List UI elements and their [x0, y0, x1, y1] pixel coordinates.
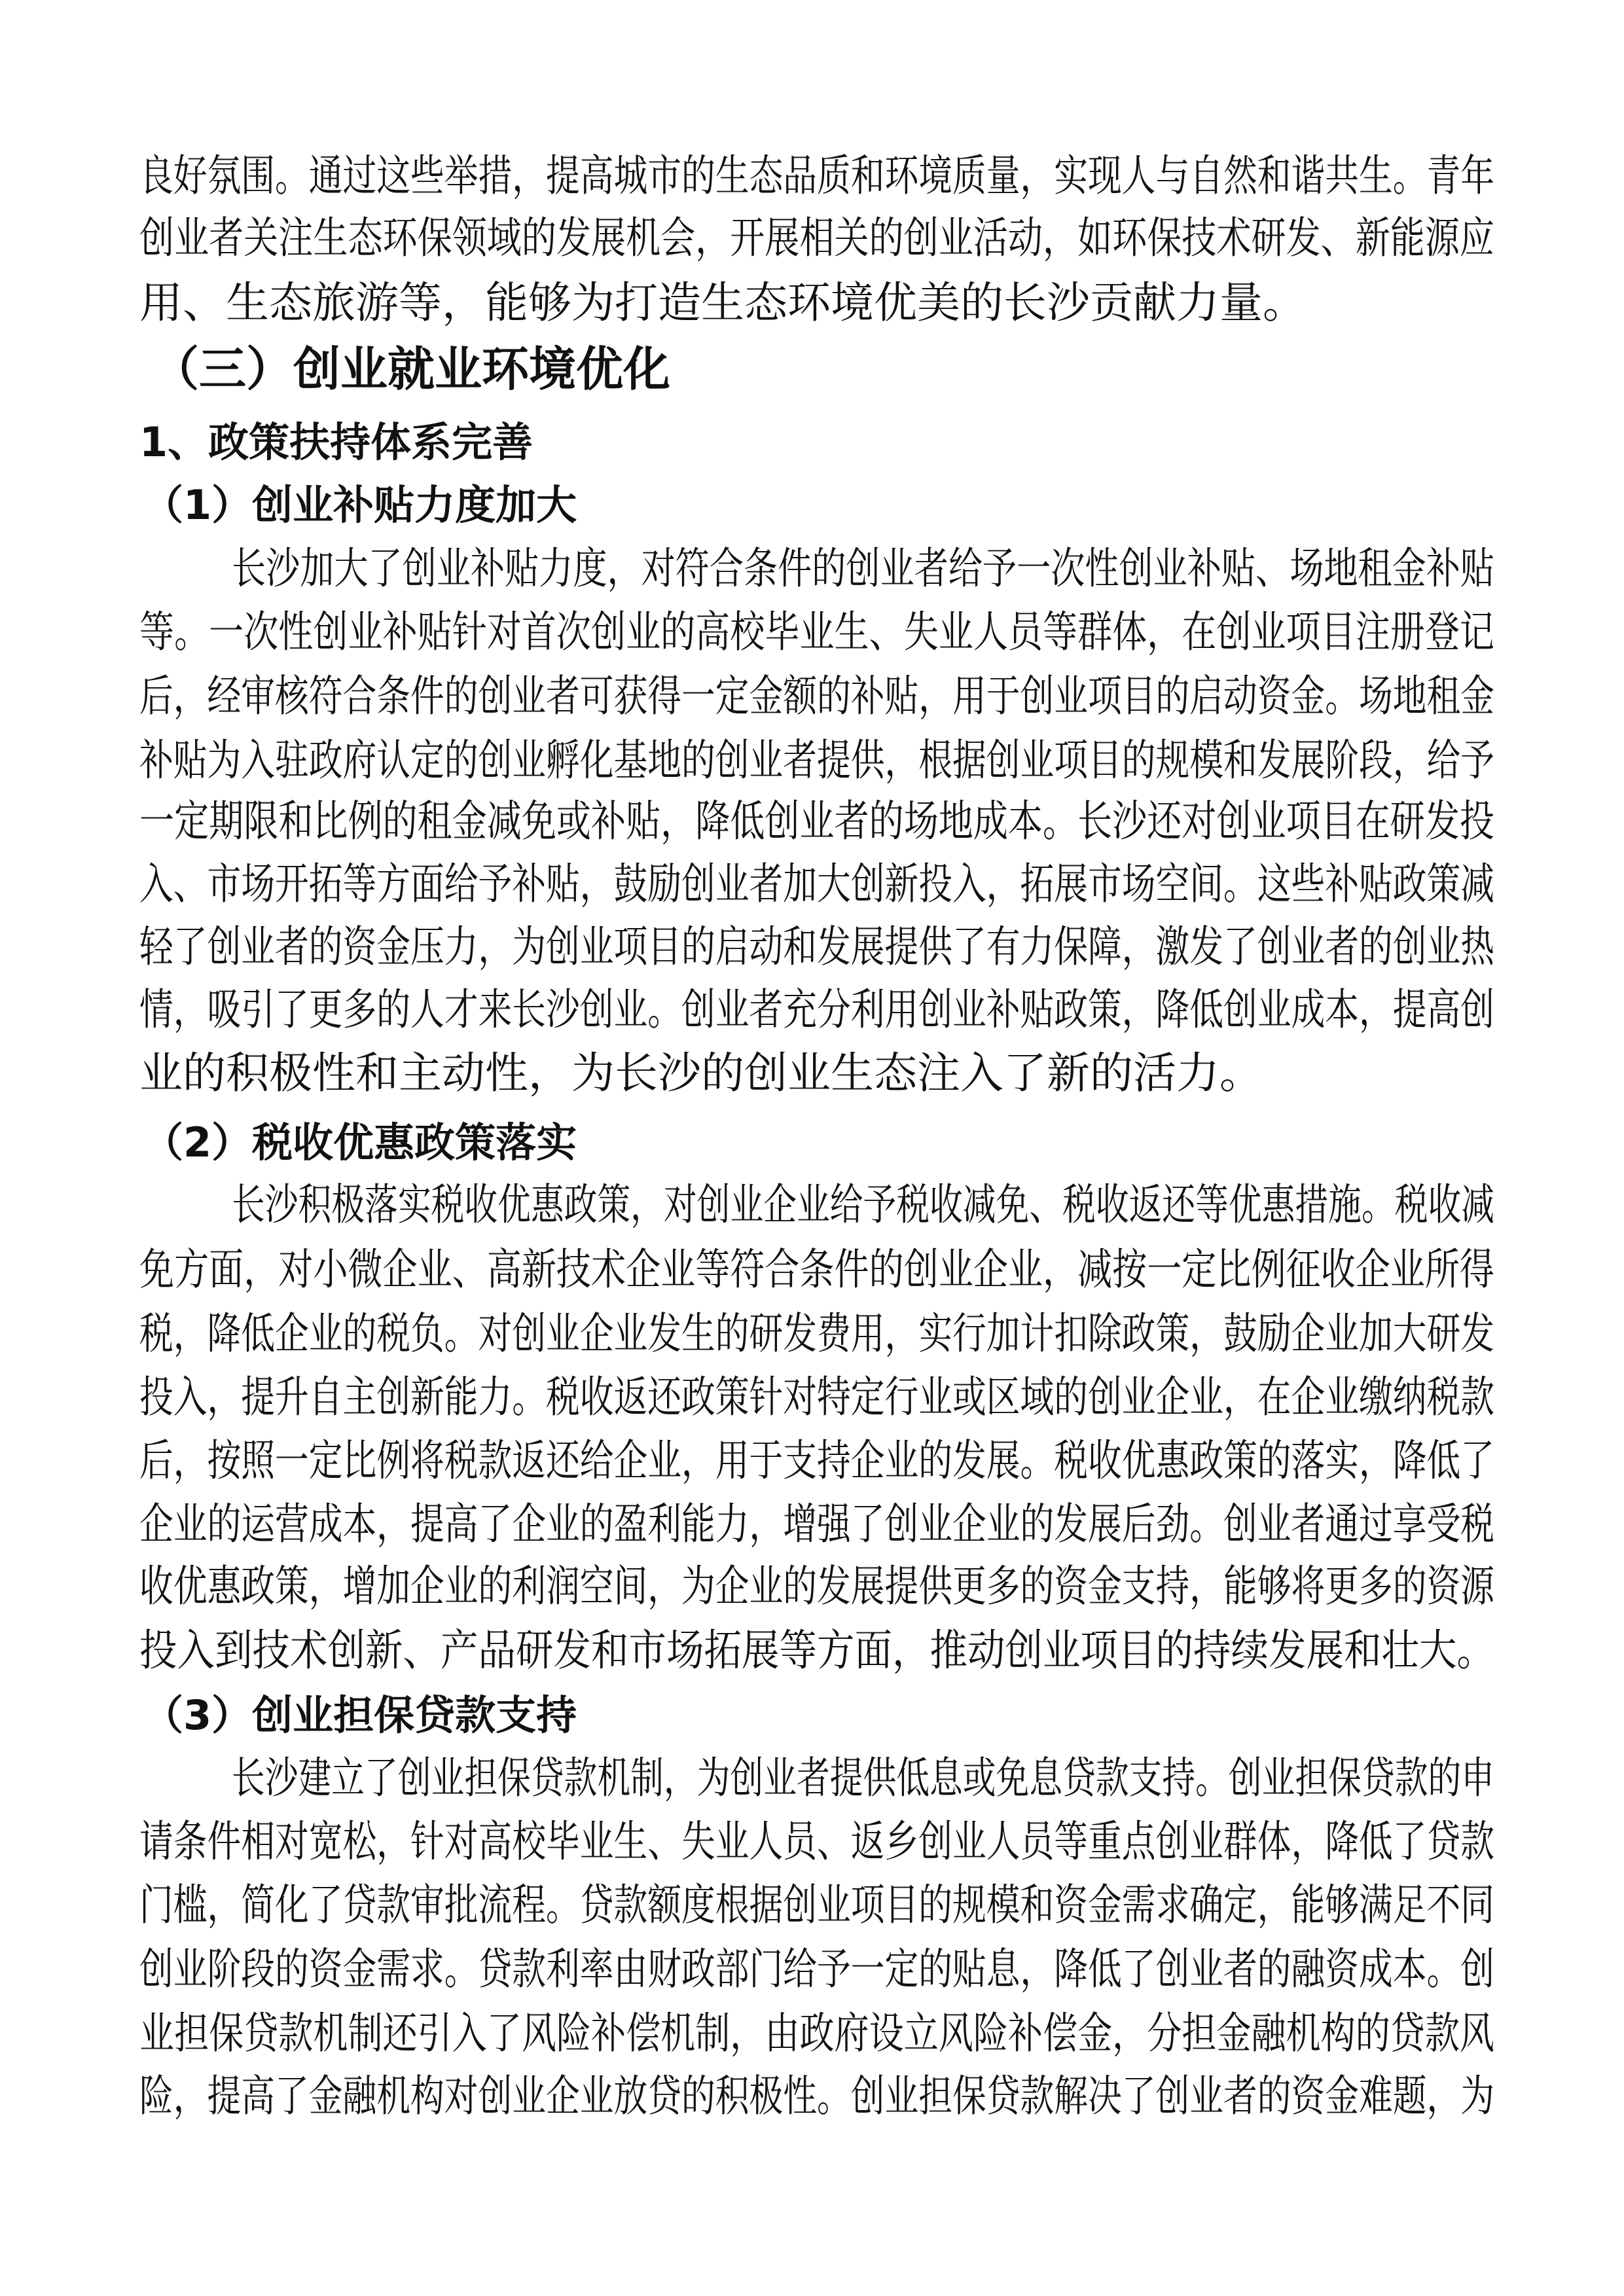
text-line: 投入到技术创新、产品研发和市场拓展等方面，推动创业项目的持续发展和壮大。: [139, 1625, 1494, 1676]
text-line: 入、市场开拓等方面给予补贴，鼓励创业者加大创新投入，拓展市场空间。这些补贴政策减: [139, 859, 1494, 909]
text-line: 后，按照一定比例将税款返还给企业，用于支持企业的发展。税收优惠政策的落实，降低了: [139, 1435, 1494, 1486]
text-line: 投入，提升自主创新能力。税收返还政策针对特定行业或区域的创业企业，在企业缴纳税款: [139, 1372, 1494, 1422]
text-line: 长沙积极落实税收优惠政策，对创业企业给予税收减免、税收返还等优惠措施。税收减: [232, 1179, 1494, 1230]
text-line: 一定期限和比例的租金减免或补贴，降低创业者的场地成本。长沙还对创业项目在研发投: [139, 796, 1494, 846]
text-line: 情，吸引了更多的人才来长沙创业。创业者充分利用创业补贴政策，降低创业成本，提高创: [139, 984, 1494, 1035]
text-line: 门槛，简化了贷款审批流程。贷款额度根据创业项目的规模和资金需求确定，能够满足不同: [139, 1880, 1494, 1930]
subsection-heading: 1、政策扶持体系完善: [139, 418, 533, 466]
item-heading: （1）创业补贴力度加大: [143, 481, 577, 529]
text-line: 补贴为入驻政府认定的创业孵化基地的创业者提供，根据创业项目的规模和发展阶段，给予: [139, 735, 1494, 785]
text-line: 创业阶段的资金需求。贷款利率由财政部门给予一定的贴息，降低了创业者的融资成本。创: [139, 1944, 1494, 1994]
text-line: 用、生态旅游等，能够为打造生态环境优美的长沙贡献力量。: [139, 278, 1306, 328]
item-heading: （2）税收优惠政策落实: [143, 1119, 577, 1166]
text-line: 创业者关注生态环保领域的发展机会，开展相关的创业活动，如环保技术研发、新能源应: [139, 213, 1494, 263]
text-line: 业的积极性和主动性，为长沙的创业生态注入了新的活力。: [139, 1048, 1263, 1098]
text-line: 收优惠政策，增加企业的利润空间，为企业的发展提供更多的资金支持，能够将更多的资源: [139, 1561, 1494, 1611]
text-line: 免方面，对小微企业、高新技术企业等符合条件的创业企业，减按一定比例征收企业所得: [139, 1244, 1494, 1295]
text-line: 轻了创业者的资金压力，为创业项目的启动和发展提供了有力保障，激发了创业者的创业热: [139, 922, 1494, 972]
text-line: 税，降低企业的税负。对创业企业发生的研发费用，实行加计扣除政策，鼓励企业加大研发: [139, 1308, 1494, 1359]
section-heading: （三）创业就业环境优化: [152, 342, 671, 397]
text-line: 险，提高了金融机构对创业企业放贷的积极性。创业担保贷款解决了创业者的资金难题，为: [139, 2071, 1494, 2121]
text-line: 后，经审核符合条件的创业者可获得一定金额的补贴，用于创业项目的启动资金。场地租金: [139, 671, 1494, 721]
item-heading: （3）创业担保贷款支持: [143, 1691, 577, 1739]
text-line: 请条件相对宽松，针对高校毕业生、失业人员、返乡创业人员等重点创业群体，降低了贷款: [139, 1816, 1494, 1867]
text-line: 企业的运营成本，提高了企业的盈利能力，增强了创业企业的发展后劲。创业者通过享受税: [139, 1499, 1494, 1549]
text-line: 长沙建立了创业担保贷款机制，为创业者提供低息或免息贷款支持。创业担保贷款的申: [232, 1753, 1494, 1803]
text-line: 等。一次性创业补贴针对首次创业的高校毕业生、失业人员等群体，在创业项目注册登记: [139, 607, 1494, 657]
text-line: 长沙加大了创业补贴力度，对符合条件的创业者给予一次性创业补贴、场地租金补贴: [232, 543, 1494, 594]
text-line: 良好氛围。通过这些举措，提高城市的生态品质和环境质量，实现人与自然和谐共生。青年: [139, 151, 1494, 201]
text-line: 业担保贷款机制还引入了风险补偿机制，由政府设立风险补偿金，分担金融机构的贷款风: [139, 2008, 1494, 2058]
